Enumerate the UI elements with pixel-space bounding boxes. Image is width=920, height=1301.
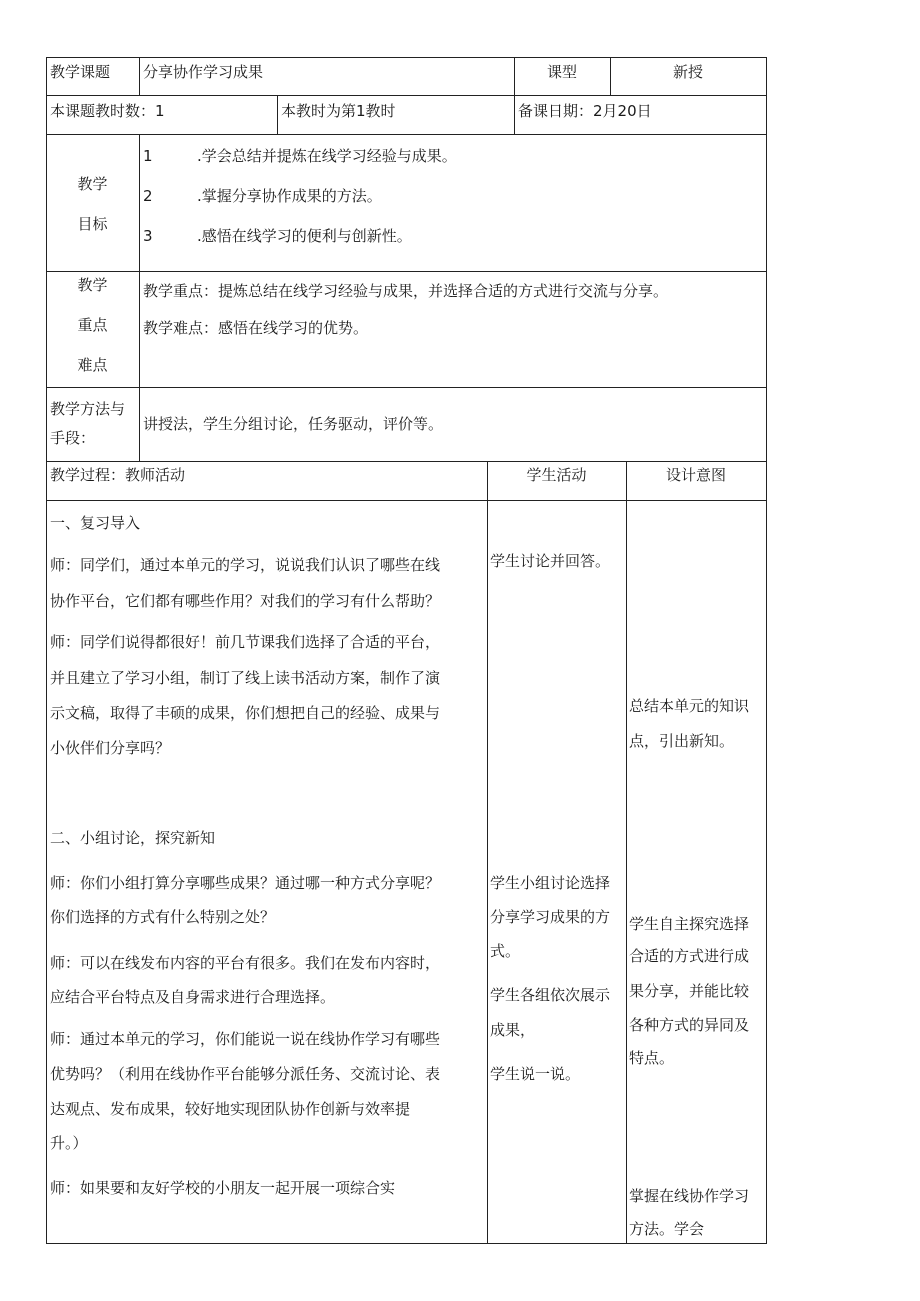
table-col-divider <box>139 134 140 462</box>
teacher-activity-header: 教学过程：教师活动 <box>50 466 186 484</box>
teaching-focus: 教学重点：提炼总结在线学习经验与成果，并选择合适的方式进行交流与分享。 <box>143 282 669 300</box>
objective-text: .掌握分享协作成果的方法。 <box>197 187 382 205</box>
objectives-label-line2: 目标 <box>77 215 108 233</box>
student-line: 学生小组讨论选择 <box>490 874 611 892</box>
design-line: 总结本单元的知识 <box>629 697 750 715</box>
objective-number: 1 <box>143 147 153 165</box>
design-line: 各种方式的异同及 <box>629 1016 750 1034</box>
student-line: 式。 <box>490 942 521 960</box>
teacher-line: 师：通过本单元的学习，你们能说一说在线协作学习有哪些 <box>50 1030 441 1048</box>
design-line: 合适的方式进行成 <box>629 947 750 965</box>
teacher-line: 协作平台，它们都有哪些作用？对我们的学习有什么帮助？ <box>50 592 441 610</box>
section-heading: 二、小组讨论，探究新知 <box>50 829 216 847</box>
teacher-line: 师：你们小组打算分享哪些成果？通过哪一种方式分享呢？ <box>50 874 441 892</box>
table-border-top <box>46 57 767 58</box>
prep-date-label: 备课日期：2月20日 <box>518 102 652 120</box>
teacher-line: 达观点、发布成果，较好地实现团队协作创新与效率提 <box>50 1100 411 1118</box>
table-border-right <box>766 57 767 1244</box>
table-border-left <box>46 57 47 1244</box>
table-col-divider <box>626 461 627 1244</box>
teacher-line: 示文稿，取得了丰硕的成果，你们想把自己的经验、成果与 <box>50 704 441 722</box>
teacher-line: 师：如果要和友好学校的小朋友一起开展一项综合实 <box>50 1179 396 1197</box>
lesson-type-value: 新授 <box>672 63 703 81</box>
lesson-type-label: 课型 <box>546 63 577 81</box>
teacher-line: 并且建立了学习小组，制订了线上读书活动方案，制作了演 <box>50 669 441 687</box>
total-hours-label: 本课题教时数：1 <box>50 102 165 120</box>
teacher-line: 师：同学们说得都很好！前几节课我们选择了合适的平台， <box>50 633 441 651</box>
objective-text: .感悟在线学习的便利与创新性。 <box>197 227 412 245</box>
design-line: 方法。学会 <box>629 1220 705 1238</box>
teacher-line: 优势吗？（利用在线协作平台能够分派任务、交流讨论、表 <box>50 1065 441 1083</box>
design-line: 果分享，并能比较 <box>629 982 750 1000</box>
teacher-line: 师：同学们，通过本单元的学习，说说我们认识了哪些在线 <box>50 556 441 574</box>
topic-value: 分享协作学习成果 <box>143 63 264 81</box>
methods-label-line2: 手段： <box>50 429 96 447</box>
student-line: 分享学习成果的方 <box>490 908 611 926</box>
objective-number: 2 <box>143 187 153 205</box>
objective-number: 3 <box>143 227 153 245</box>
teacher-line: 升。） <box>50 1134 88 1152</box>
teacher-line: 师：可以在线发布内容的平台有很多。我们在发布内容时， <box>50 954 441 972</box>
design-line: 点，引出新知。 <box>629 732 735 750</box>
table-row-divider <box>46 271 767 272</box>
teacher-line: 应结合平台特点及自身需求进行合理选择。 <box>50 988 336 1006</box>
teaching-difficulty: 教学难点：感悟在线学习的优势。 <box>143 319 369 337</box>
student-line: 学生各组依次展示 <box>490 986 611 1004</box>
student-line: 学生说一说。 <box>490 1065 581 1083</box>
keypoints-label-line2: 重点 <box>77 316 108 334</box>
student-activity-header: 学生活动 <box>526 466 587 484</box>
table-col-divider <box>487 461 488 1244</box>
design-intent-header: 设计意图 <box>665 466 726 484</box>
objective-text: .学会总结并提炼在线学习经验与成果。 <box>197 147 457 165</box>
table-col-divider <box>139 57 140 96</box>
keypoints-label-line3: 难点 <box>77 356 108 374</box>
table-col-divider <box>277 95 278 135</box>
table-row-divider <box>46 500 767 501</box>
design-line: 学生自主探究选择 <box>629 915 750 933</box>
keypoints-label-line1: 教学 <box>77 276 108 294</box>
session-label: 本教时为第1教时 <box>281 102 396 120</box>
methods-label-line1: 教学方法与 <box>50 400 126 418</box>
design-line: 特点。 <box>629 1049 675 1067</box>
methods-text: 讲授法，学生分组讨论，任务驱动，评价等。 <box>143 415 444 433</box>
design-line: 掌握在线协作学习 <box>629 1187 750 1205</box>
student-line: 学生讨论并回答。 <box>490 552 611 570</box>
student-line: 成果， <box>490 1021 536 1039</box>
table-row-divider <box>46 461 767 462</box>
objectives-label-line1: 教学 <box>77 175 108 193</box>
table-row-divider <box>46 95 767 96</box>
topic-label: 教学课题 <box>50 63 111 81</box>
teacher-line: 小伙伴们分享吗？ <box>50 739 171 757</box>
table-row-divider <box>46 387 767 388</box>
table-border-bottom <box>46 1243 767 1244</box>
teacher-line: 你们选择的方式有什么特别之处？ <box>50 908 276 926</box>
table-row-divider <box>46 134 767 135</box>
section-heading: 一、复习导入 <box>50 514 141 532</box>
